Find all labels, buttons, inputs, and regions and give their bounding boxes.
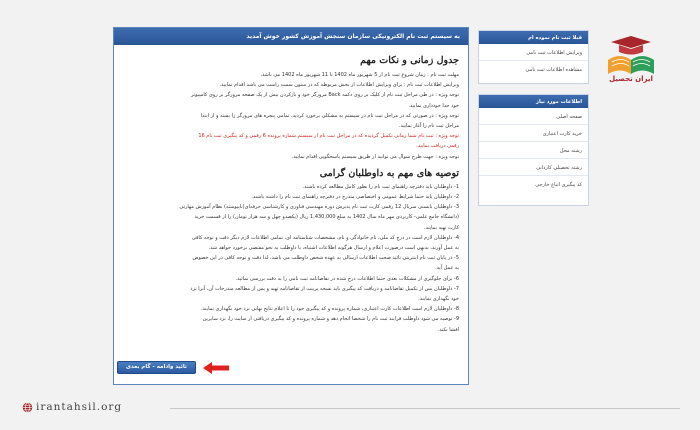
schedule-line: مهلت ثبت نام : زمان شروع ثبت نام از 5 شهریور ماه 1402 تا 11 شهریور ماه 1402 می باشد. bbox=[260, 72, 459, 78]
recommendation-line: 6- برای جلوگیری از مشکلات بعدی حتما اطلاعات درج شده در تقاضانامه ثبت نامی را به دقت بررسی نمائید. bbox=[235, 275, 459, 282]
recommendation-line: 9- توصیه می شود داوطلب فرایند ثبت نام را شخصا انجام دهد و شماره پرونده و کد پیگیری دریافتی از سایت را، نزد سایرین bbox=[202, 316, 459, 323]
footer-divider bbox=[170, 408, 680, 409]
recommendation-line: کارت تهیه نمایند. bbox=[423, 224, 459, 231]
sidebar-item-home[interactable]: صفحه اصلی bbox=[479, 108, 588, 125]
schedule-line: توجه ویژه : جهت طرح سوال می توانید از طریق سیستم پاسخگویی اقدام نمایید. bbox=[291, 153, 459, 160]
recommendation-line: (دانشگاه جامع علمی- کاربردی مهر ماه سال 1402 به مبلغ 1,430,000 ریال (یکصدو چهل و سه هزار تومان) را از قسمت خرید bbox=[194, 214, 459, 221]
recommendation-line: به عمل آورند، بدیهی است درصورت اعلام و ارسال هرگونه اطلاعات اشتباه، با داوطلب به نحو مقتضی برخورد خواهد شد. bbox=[208, 245, 459, 252]
recommendation-line: 2- داوطلبان باید حتما شرایط عمومی و اختصاصی مندرج در دفترچه راهنمای ثبت نام را داشته باشند. bbox=[251, 194, 459, 201]
recommendation-line: افشا نکند. bbox=[437, 326, 459, 333]
recommendation-line: به عمل آید. bbox=[435, 265, 459, 272]
schedule-line: توجه ویژه : ثبت نام شما زمانی تکمیل گردیده که در مراحل ثبت نام از سیستم شماره پرونده 6 رقمی و کد پیگیری ثبت نام 16 bbox=[198, 133, 459, 140]
registered-before-title: قبلا ثبت نام نموده ام bbox=[479, 31, 588, 44]
content-area bbox=[114, 45, 468, 335]
recommendation-line: 3- داوطلبان بایستی سریال 12 رقمی کارت ثبت نام پذیرش دوره مهندسی فناوری و کارشناسی حرفه‌ای(ناپیوسته) نظام آموزش مهارتی bbox=[179, 204, 459, 211]
recommendation-line: 5- در پایان ثبت نام اینترنتی تائید صحت اطلاعات ارسالی به عهده شخص داوطلب می باشد، لذا دقت و توجه کافی در این خصوص bbox=[192, 255, 459, 262]
recommendation-line: 4- داوطلبان لازم است در درج کد ملی، نام خانوادگی و نام، مشخصات شناسنامه ای، تمامی اطلاعات لازم دیگر دقت و توجه کافی bbox=[191, 234, 459, 241]
arrow-left-icon bbox=[203, 362, 229, 374]
confirm-next-step-button[interactable]: تائید وادامه - گام بعدی bbox=[117, 361, 196, 374]
required-info-title: اطلاعات مورد نیاز bbox=[479, 95, 588, 108]
welcome-header: به سیستم ثبت نام الکترونیکی سازمان سنجش آموزش کشور خوش آمدید bbox=[114, 28, 468, 45]
schedule-line: مراحل ثبت نام را آغاز نمایید. bbox=[398, 123, 459, 130]
main-panel bbox=[113, 27, 469, 385]
section-title-recommendations: توصیه های مهم به داوطلبان گرامی bbox=[319, 167, 459, 179]
globe-icon bbox=[22, 402, 33, 413]
schedule-line: توجه ویژه : در صورتی که در مراحل ثبت نام در سیستم به مشکلی برخورد کردید، تمامی پنجره های مرورگر را بسته و از ابتدا bbox=[200, 112, 459, 119]
recommendation-line: 8- داوطلبان لازم است اطلاعات کارت اعتباری، شماره پرونده و کد پیگیری خود را تا اعلام نتایج نهایی نزد خود نگهداری نمایند. bbox=[200, 306, 459, 313]
logo-text: ایران تحصیل bbox=[609, 75, 653, 83]
sidebar-item-foreign-tracking[interactable]: کد پیگیری اتباع خارجی bbox=[535, 182, 582, 188]
schedule-line: ویرایش اطلاعات ثبت نام : برای ویرایش اطلاعات از بخش مربوطه که در ستون سمت راست می باشد اقدام نمایید. bbox=[219, 82, 459, 89]
website-url: irantahsil.org bbox=[36, 401, 123, 413]
recommendation-line: خود نگهداری نمایند. bbox=[418, 296, 459, 303]
sidebar-item-field-location[interactable]: رشته محل bbox=[479, 142, 588, 159]
sidebar-item-view-info[interactable]: مشاهده اطلاعات ثبت نامی bbox=[525, 67, 582, 73]
section-title-schedule: جدول زمانی و نکات مهم bbox=[360, 55, 459, 66]
required-info-panel bbox=[478, 94, 589, 206]
recommendation-line: 1- داوطلبان باید دفترچه راهنمای ثبت نام را بطور کامل مطالعه کرده باشند. bbox=[302, 183, 459, 190]
sidebar-item-buy-card[interactable]: خرید کارت اعتباری bbox=[479, 125, 588, 142]
sidebar-item-edit-info[interactable]: ویرایش اطلاعات ثبت نامی bbox=[479, 44, 588, 61]
recommendation-line: 7- داوطلبان پس از تکمیل تقاضانامه و دریافت کد پیگیری باید نسخه پرینت از تقاضانامه تهیه و پس از مطالعه مندرجات آن، آنرا نزد bbox=[190, 285, 459, 292]
schedule-line: خود جدا خودداری نمایید. bbox=[408, 102, 459, 109]
schedule-line: توجه ویژه : در طی مراحل ثبت نام از کلیک بر روی دکمه Back مرورگر خود و بازکردن بیش از یک صفحه مرورگر بر روی کامپیوتر bbox=[190, 92, 459, 99]
registered-before-panel bbox=[478, 30, 589, 84]
sidebar-item-associate-field[interactable]: رشته تحصیلی کاردانی bbox=[479, 159, 588, 176]
schedule-line: رقمی دریافت نمایید. bbox=[416, 143, 459, 150]
